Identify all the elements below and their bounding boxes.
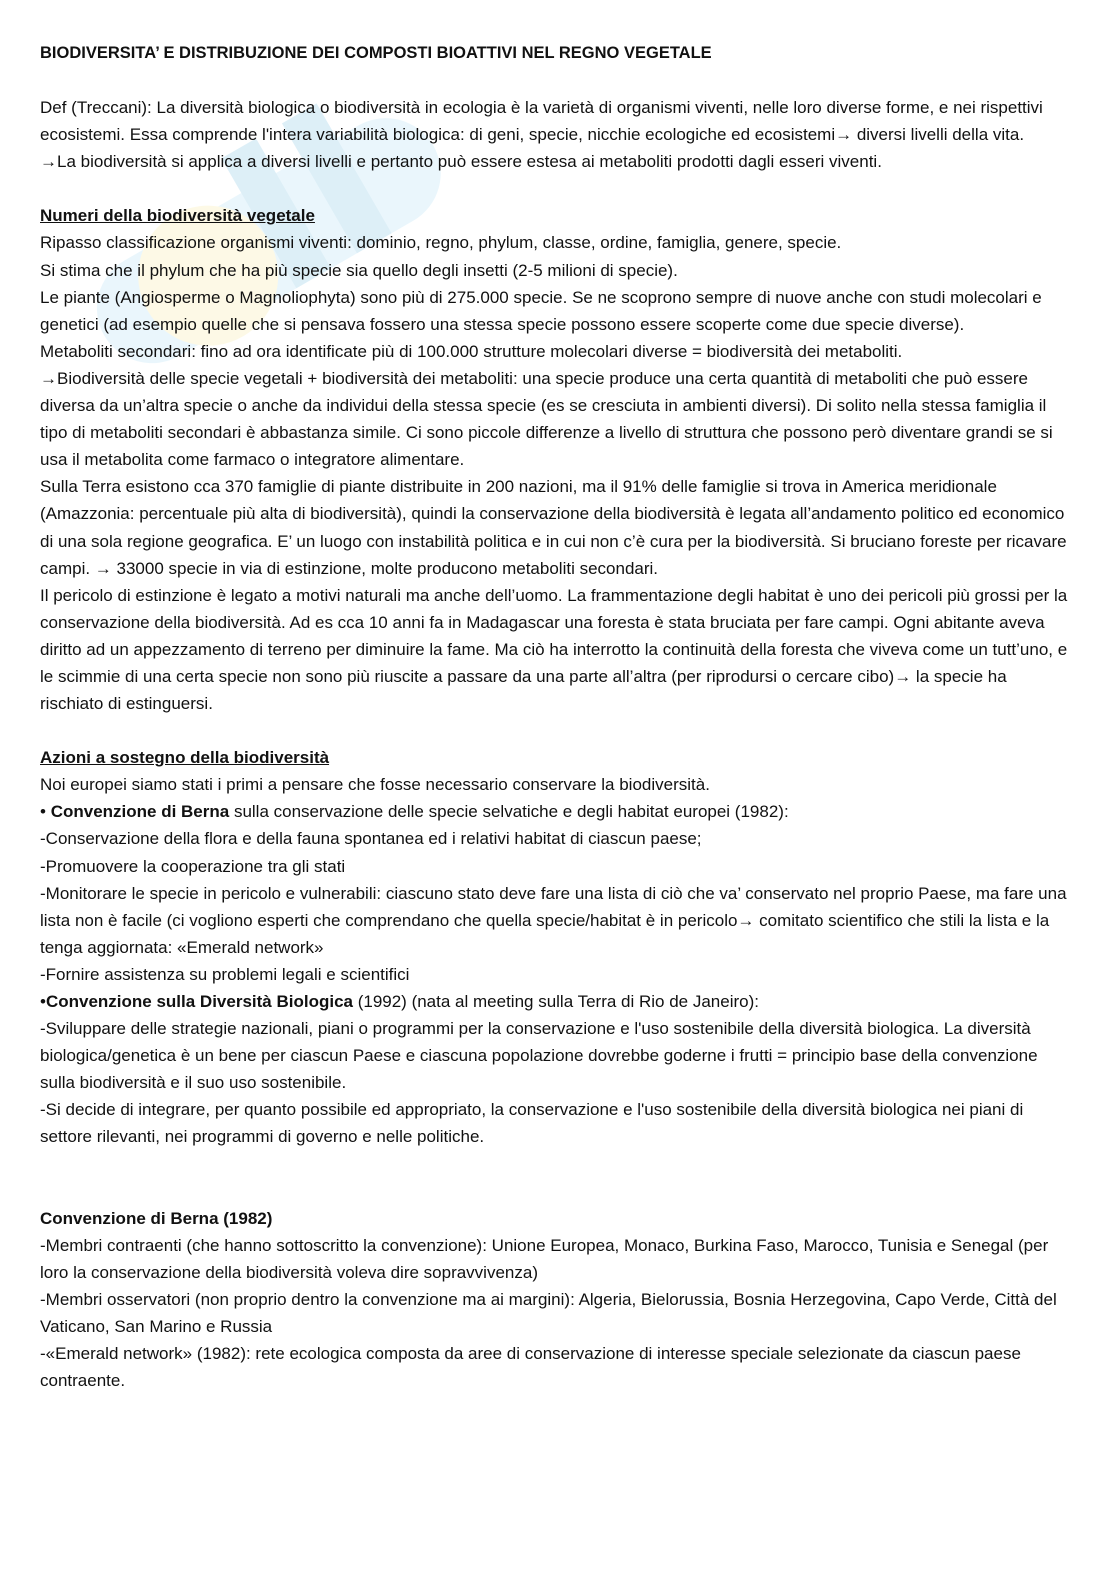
section-actions <box>40 744 1070 1150</box>
cbd-bullet-line <box>40 988 1070 1015</box>
section-heading-berna: Convenzione di Berna (1982) <box>40 1208 273 1228</box>
paragraph: Si stima che il phylum che ha più specie sia quello degli insetti (2-5 milioni di specie). <box>40 260 678 280</box>
bullet: • <box>40 992 46 1011</box>
berna-description: sulla conservazione delle specie selvatiche e degli habitat europei (1982): <box>229 802 789 822</box>
cbd-title: Convenzione sulla Diversità Biologica <box>45 992 353 1011</box>
list-item: -Fornire assistenza su problemi legali e scientifici <box>40 964 410 984</box>
paragraph: Noi europei siamo stati i primi a pensare che fosse necessario conservare la biodiversità. <box>40 775 710 795</box>
paragraph: →Biodiversità delle specie vegetali + biodiversità dei metaboliti: una specie produce una certa quantità di metaboliti che può essere diversa da un’altra specie o anche da individui della stessa specie (es se cresciuta in ambienti diversi). Di solito nella stessa famiglia il tipo di metaboliti secondari è abbastanza simile. Ci sono piccole differenze a livello di struttura che possono però diventare grandi se si usa il metabolita come farmaco o integratore alimentare. <box>40 368 1053 470</box>
paragraph: Le piante (Angiosperme o Magnoliophyta) sono più di 275.000 specie. Se ne scoprono sempre di nuove anche con studi molecolari e genetici (ad esempio quelle che si pensava fossero una stessa specie possono essere scoperte come due specie diverse). <box>40 287 1042 334</box>
list-item: -Sviluppare delle strategie nazionali, piani o programmi per la conservazione e l'uso sostenibile della diversità biologica. La diversità biologica/genetica è un bene per ciascun Paese e ciascuna popolazione dovrebbe goderne i frutti = principio base della convenzione sulla biodiversità e il suo uso sostenibile. <box>40 1019 1038 1093</box>
list-item: -Si decide di integrare, per quanto possibile ed appropriato, la conservazione e l'uso sostenibile della diversità biologica nei piani di settore rilevanti, nei programmi di governo e nelle politiche. <box>40 1100 1024 1147</box>
spacer <box>40 1151 1070 1205</box>
paragraph: Il pericolo di estinzione è legato a motivi naturali ma anche dell’uomo. La frammentazione degli habitat è uno dei pericoli più grossi per la conservazione della biodiversità. Ad es cca 10 anni fa in Madagascar una foresta è stata bruciata per fare campi. Ogni abitante aveva diritto ad un appezzamento di terreno per diminuire la fame. Ma ciò ha interrotto la continuità della foresta che viveva come un tutt’uno, e le scimmie di una certa specie non sono più riuscite a passare da una parte all’altra (per riprodursi o cercare cibo)→ la specie ha rischiato di estinguersi. <box>40 585 1068 714</box>
section-berna <box>40 1205 1070 1395</box>
list-item: -Membri osservatori (non proprio dentro la convenzione ma ai margini): Algeria, Bielorussia, Bosnia Herzegovina, Capo Verde, Città del Vaticano, San Marino e Russia <box>40 1289 1057 1336</box>
list-item: -Monitorare le specie in pericolo e vulnerabili: ciascuno stato deve fare una lista di ciò che va’ conservato nel proprio Paese, ma fare una lista non è facile (ci vogliono esperti che comprendano che quella specie/habitat è in pericolo→ comitato scientifico che stili la lista e la tenga aggiornata: «Emerald network» <box>40 883 1067 957</box>
intro-block <box>40 94 1070 175</box>
berna-bullet-line <box>40 798 1070 825</box>
list-item: -Conservazione della flora e della fauna spontanea ed i relativi habitat di ciascun paese; <box>40 829 702 849</box>
section-numbers <box>40 202 1070 717</box>
intro-definition: Def (Treccani): La diversità biologica o biodiversità in ecologia è la varietà di organismi viventi, nelle loro diverse forme, e nei rispettivi ecosistemi. Essa comprende l'intera variabilità biologica: di geni, specie, nicchie ecologiche ed ecosistemi→ diversi livelli della vita. <box>40 98 1043 145</box>
bullet: • <box>40 802 51 822</box>
list-item: -Membri contraenti (che hanno sottoscritto la convenzione): Unione Europea, Monaco, Burkina Faso, Marocco, Tunisia e Senegal (per loro la conservazione della biodiversità voleva dire sopravvivenza) <box>40 1235 1049 1282</box>
paragraph: Metaboliti secondari: fino ad ora identificate più di 100.000 strutture molecolari diverse = biodiversità dei metaboliti. <box>40 341 903 361</box>
list-item: -«Emerald network» (1982): rete ecologica composta da aree di conservazione di interesse speciale selezionate da ciascun paese contraente. <box>40 1344 1021 1391</box>
list-item: -Promuovere la cooperazione tra gli stati <box>40 856 346 876</box>
section-heading-numbers: Numeri della biodiversità vegetale <box>40 206 315 226</box>
intro-note: →La biodiversità si applica a diversi livelli e pertanto può essere estesa ai metaboliti prodotti dagli esseri viventi. <box>40 152 882 172</box>
paragraph: Ripasso classificazione organismi viventi: dominio, regno, phylum, classe, ordine, famiglia, genere, specie. <box>40 233 842 253</box>
cbd-description: (1992) (nata al meeting sulla Terra di Rio de Janeiro): <box>352 992 759 1011</box>
document-page <box>40 40 1070 1394</box>
document-title: BIODIVERSITA’ E DISTRIBUZIONE DEI COMPOSTI BIOATTIVI NEL REGNO VEGETALE <box>40 44 712 62</box>
section-heading-actions: Azioni a sostegno della biodiversità <box>40 748 330 768</box>
paragraph: Sulla Terra esistono cca 370 famiglie di piante distribuite in 200 nazioni, ma il 91% delle famiglie si trova in America meridionale (Amazzonia: percentuale più alta di biodiversità), quindi la conservazione della biodiversità è legata all’andamento politico ed economico di una sola regione geografica. E’ un luogo con instabilità politica e in cui non c’è cura per la biodiversità. Si bruciano foreste per ricavare campi. → 33000 specie in via di estinzione, molte producono metaboliti secondari. <box>40 477 1067 578</box>
berna-title: Convenzione di Berna <box>50 802 230 822</box>
